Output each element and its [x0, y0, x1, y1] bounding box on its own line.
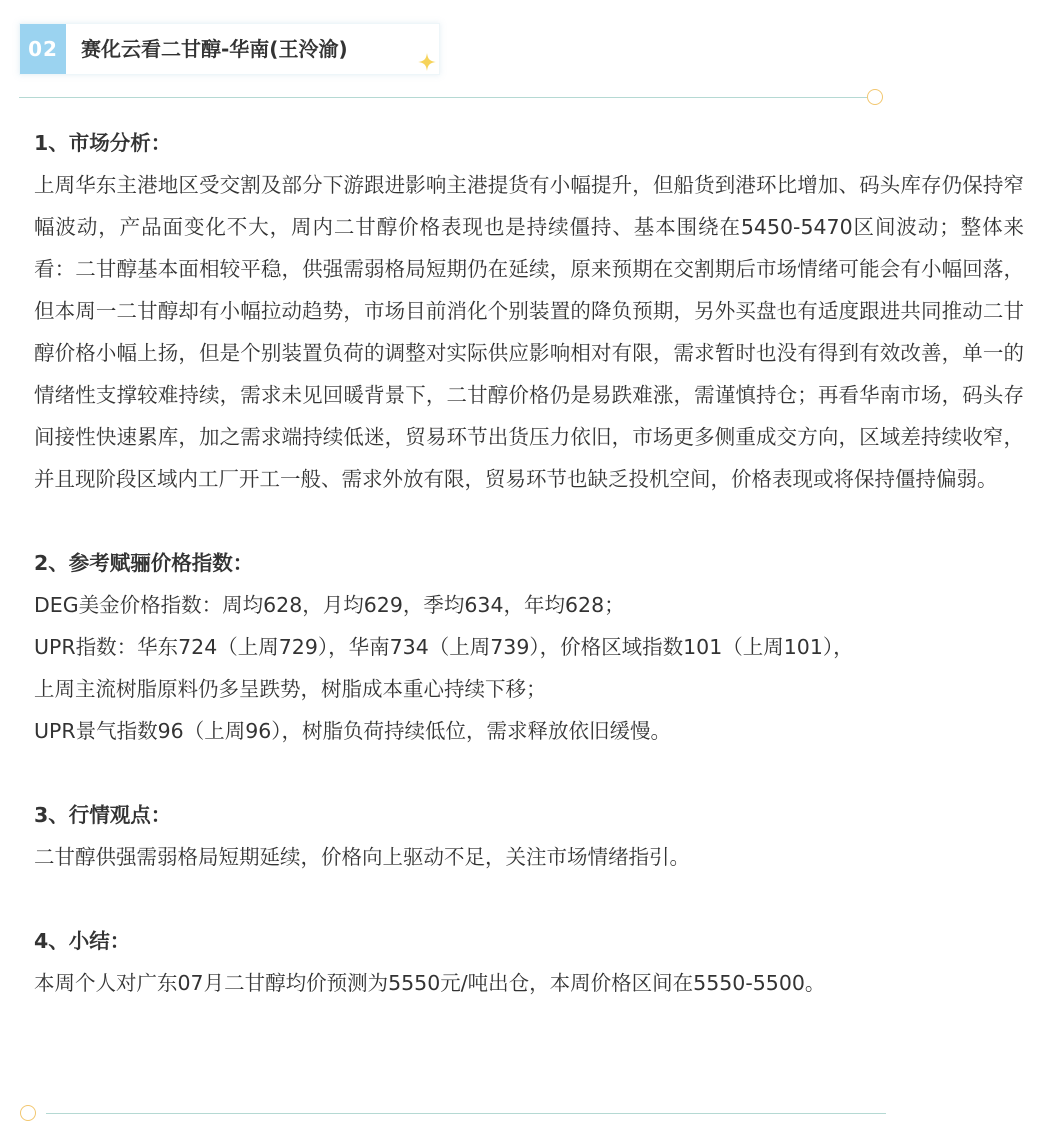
price-index-line: 上周主流树脂原料仍多呈跌势，树脂成本重心持续下移；	[34, 677, 547, 701]
price-index-line: UPR景气指数96（上周96），树脂负荷持续低位，需求释放依旧缓慢。	[34, 719, 672, 743]
heading-price-index: 2、参考赋骊价格指数：	[34, 551, 254, 575]
section-title: 赛化云看二甘醇-华南(王泠渝)	[81, 37, 348, 61]
heading-market-analysis: 1、市场分析：	[34, 131, 172, 155]
bottom-divider-line	[46, 1113, 886, 1114]
heading-market-view: 3、行情观点：	[34, 803, 172, 827]
price-index-line: DEG美金价格指数：周均628，月均629，季均634，年均628；	[34, 593, 625, 617]
top-divider-line	[19, 97, 867, 98]
section-number-badge: 02	[20, 24, 66, 74]
top-divider-circle	[867, 89, 883, 105]
article-body	[34, 122, 1024, 1004]
heading-summary: 4、小结：	[34, 929, 131, 953]
market-view-line: 二甘醇供强需弱格局短期延续，价格向上驱动不足，关注市场情绪指引。	[34, 845, 690, 869]
market-analysis-paragraph: 上周华东主港地区受交割及部分下游跟进影响主港提货有小幅提升，但船货到港环比增加、码头库存仍保持窄幅波动，产品面变化不大，周内二甘醇价格表现也是持续僵持、基本围绕在5450-5470区间波动；整体来看：二甘醇基本面相较平稳，供强需弱格局短期仍在延续，原来预期在交割期后市场情绪可能会有小幅回落，但本周一二甘醇却有小幅拉动趋势，市场目前消化个别装置的降负预期，另外买盘也有适度跟进共同推动二甘醇价格小幅上扬，但是个别装置负荷的调整对实际供应影响相对有限，需求暂时也没有得到有效改善，单一的情绪性支撑较难持续，需求未见回暖背景下，二甘醇价格仍是易跌难涨，需谨慎持仓；再看华南市场，码头存间接性快速累库，加之需求端持续低迷，贸易环节出货压力依旧，市场更多侧重成交方向，区域差持续收窄，并且现阶段区域内工厂开工一般、需求外放有限，贸易环节也缺乏投机空间，价格表现或将保持僵持偏弱。	[34, 173, 1024, 491]
section-header	[19, 23, 440, 75]
price-index-line: UPR指数：华东724（上周729），华南734（上周739），价格区域指数101（上周101），	[34, 635, 854, 659]
summary-line: 本周个人对广东07月二甘醇均价预测为5550元/吨出仓，本周价格区间在5550-5500。	[34, 971, 826, 995]
bottom-divider-circle	[20, 1105, 36, 1121]
sparkle-icon	[418, 53, 436, 71]
